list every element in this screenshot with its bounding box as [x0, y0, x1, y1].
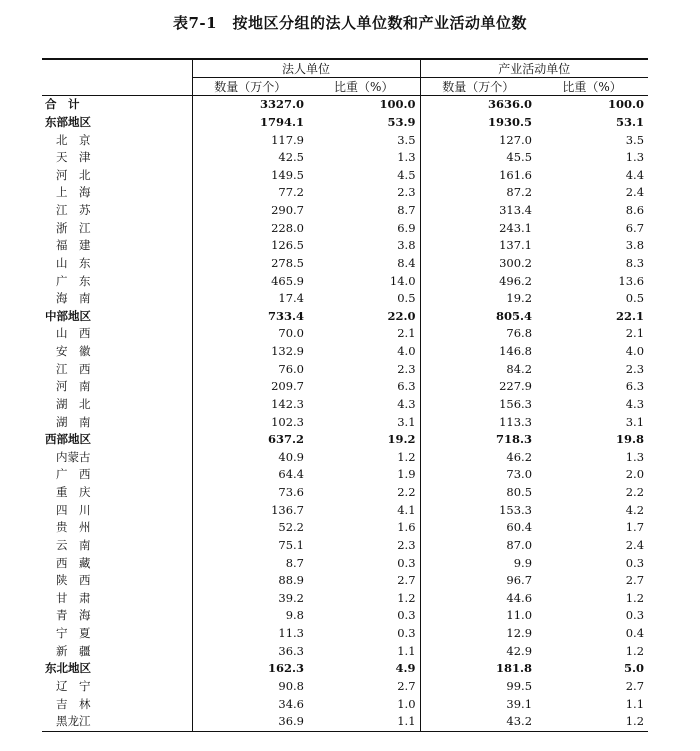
row-label: 宁 夏: [56, 626, 91, 641]
table-row: [42, 625, 648, 643]
legal-ratio-cell: 2.7: [397, 678, 416, 693]
industrial-count-cell: 45.5: [420, 149, 536, 167]
industrial-count-cell: 243.1: [420, 219, 536, 237]
industrial-count-cell: 161.6: [420, 167, 536, 185]
header-blank: [42, 59, 192, 78]
row-label: 天 津: [56, 150, 91, 165]
row-label: 广 西: [56, 467, 91, 482]
legal-ratio-cell: 4.9: [395, 661, 416, 676]
row-label: 东北地区: [45, 661, 91, 676]
legal-ratio-cell: 1.0: [397, 696, 416, 711]
row-label: 重 庆: [56, 485, 91, 500]
table-row: [42, 572, 648, 590]
table-row: [42, 219, 648, 237]
industrial-count-cell: 12.9: [420, 625, 536, 643]
table-row: [42, 149, 648, 167]
legal-count-cell: 9.8: [192, 607, 308, 625]
row-label: 青 海: [56, 608, 91, 623]
table-row: [42, 466, 648, 484]
table-row: [42, 660, 648, 678]
industrial-ratio-cell: 4.3: [625, 396, 645, 411]
industrial-ratio-cell: 19.8: [616, 432, 645, 447]
legal-ratio-cell: 6.9: [397, 220, 416, 235]
legal-ratio-cell: 0.3: [397, 555, 416, 570]
industrial-ratio-cell: 5.0: [624, 661, 645, 676]
table-row: [42, 167, 648, 185]
industrial-ratio-cell: 22.1: [616, 308, 645, 323]
industrial-count-cell: 99.5: [420, 678, 536, 696]
industrial-ratio-cell: 1.3: [625, 449, 645, 464]
industrial-ratio-cell: 4.4: [625, 167, 645, 182]
industrial-ratio-cell: 0.5: [625, 291, 645, 306]
industrial-count-cell: 805.4: [420, 308, 536, 326]
legal-ratio-cell: 1.6: [397, 520, 416, 535]
legal-ratio-cell: 6.3: [397, 379, 416, 394]
header-blank-sub: [42, 78, 192, 96]
industrial-count-cell: 153.3: [420, 501, 536, 519]
legal-ratio-cell: 4.0: [397, 344, 416, 359]
legal-count-cell: 75.1: [192, 537, 308, 555]
legal-count-cell: 132.9: [192, 343, 308, 361]
industrial-ratio-cell: 0.3: [625, 608, 645, 623]
table-row: [42, 308, 648, 326]
legal-ratio-cell: 8.7: [397, 203, 416, 218]
legal-ratio-cell: 53.9: [387, 114, 416, 129]
industrial-count-cell: 11.0: [420, 607, 536, 625]
legal-count-cell: 73.6: [192, 484, 308, 502]
legal-count-cell: 209.7: [192, 378, 308, 396]
legal-ratio-cell: 4.3: [397, 396, 416, 411]
industrial-count-cell: 42.9: [420, 642, 536, 660]
legal-ratio-cell: 4.5: [397, 167, 416, 182]
row-label: 安 徽: [56, 344, 91, 359]
row-label: 河 北: [56, 167, 91, 182]
legal-count-cell: 40.9: [192, 449, 308, 467]
legal-count-cell: 90.8: [192, 678, 308, 696]
table-row: [42, 537, 648, 555]
row-label: 北 京: [56, 132, 91, 147]
legal-ratio-cell: 4.1: [397, 502, 416, 517]
table-row: [42, 237, 648, 255]
legal-count-cell: 228.0: [192, 219, 308, 237]
legal-count-cell: 142.3: [192, 396, 308, 414]
table-row: [42, 431, 648, 449]
legal-ratio-cell: 22.0: [387, 308, 416, 323]
industrial-ratio-cell: 2.3: [625, 361, 645, 376]
legal-ratio-cell: 1.3: [397, 150, 416, 165]
industrial-ratio-cell: 1.3: [625, 150, 645, 165]
industrial-ratio-cell: 1.2: [625, 643, 645, 658]
legal-count-cell: 117.9: [192, 131, 308, 149]
legal-ratio-cell: 3.1: [397, 414, 416, 429]
row-label: 河 南: [56, 379, 91, 394]
industrial-count-cell: 113.3: [420, 413, 536, 431]
legal-count-cell: 70.0: [192, 325, 308, 343]
row-label: 湖 南: [56, 414, 91, 429]
industrial-count-cell: 227.9: [420, 378, 536, 396]
industrial-ratio-cell: 2.7: [625, 573, 645, 588]
table-row: [42, 519, 648, 537]
header-industrial-count: 数量（万个）: [420, 78, 536, 96]
industrial-count-cell: 87.2: [420, 184, 536, 202]
legal-count-cell: 162.3: [192, 660, 308, 678]
row-label: 中部地区: [45, 308, 91, 323]
legal-count-cell: 17.4: [192, 290, 308, 308]
industrial-ratio-cell: 53.1: [616, 114, 645, 129]
table-row: [42, 290, 648, 308]
row-label: 四 川: [56, 502, 91, 517]
industrial-count-cell: 127.0: [420, 131, 536, 149]
row-label: 江 西: [56, 361, 91, 376]
industrial-ratio-cell: 0.4: [625, 626, 645, 641]
table-row: [42, 96, 648, 114]
industrial-count-cell: 87.0: [420, 537, 536, 555]
row-label: 新 疆: [56, 643, 91, 658]
legal-count-cell: 76.0: [192, 360, 308, 378]
header-industrial-ratio: 比重（%）: [536, 78, 648, 96]
legal-ratio-cell: 14.0: [389, 273, 416, 288]
industrial-ratio-cell: 2.2: [625, 485, 645, 500]
legal-ratio-cell: 100.0: [379, 97, 416, 112]
industrial-count-cell: 84.2: [420, 360, 536, 378]
legal-count-cell: 88.9: [192, 572, 308, 590]
header-legal-units: 法人单位: [192, 59, 420, 78]
legal-ratio-cell: 2.3: [397, 537, 416, 552]
header-row-columns: [42, 78, 648, 96]
row-label: 吉 林: [56, 696, 91, 711]
industrial-ratio-cell: 8.3: [625, 255, 645, 270]
row-label: 山 西: [56, 326, 91, 341]
table-row: [42, 713, 648, 731]
industrial-count-cell: 181.8: [420, 660, 536, 678]
legal-count-cell: 36.9: [192, 713, 308, 731]
legal-count-cell: 278.5: [192, 255, 308, 273]
region-unit-table: [42, 58, 648, 732]
table-row: [42, 554, 648, 572]
row-label: 广 东: [56, 273, 91, 288]
legal-ratio-cell: 3.8: [397, 238, 416, 253]
industrial-count-cell: 1930.5: [420, 114, 536, 132]
row-label: 海 南: [56, 291, 91, 306]
industrial-ratio-cell: 1.2: [536, 713, 648, 731]
header-legal-ratio: 比重（%）: [308, 78, 420, 96]
table-row: [42, 607, 648, 625]
header-legal-count: 数量（万个）: [192, 78, 308, 96]
industrial-ratio-cell: 2.4: [625, 185, 645, 200]
industrial-count-cell: 300.2: [420, 255, 536, 273]
industrial-ratio-cell: 2.4: [625, 537, 645, 552]
table-row: [42, 378, 648, 396]
table-body: [42, 96, 648, 732]
legal-count-cell: 126.5: [192, 237, 308, 255]
industrial-ratio-cell: 1.7: [625, 520, 645, 535]
industrial-ratio-cell: 4.0: [625, 344, 645, 359]
legal-ratio-cell: 2.3: [397, 361, 416, 376]
legal-count-cell: 1794.1: [192, 114, 308, 132]
legal-count-cell: 64.4: [192, 466, 308, 484]
industrial-count-cell: 146.8: [420, 343, 536, 361]
legal-ratio-cell: 2.2: [397, 485, 416, 500]
legal-ratio-cell: 2.3: [397, 185, 416, 200]
table-row: [42, 343, 648, 361]
industrial-count-cell: 39.1: [420, 695, 536, 713]
table-row: [42, 184, 648, 202]
legal-ratio-cell: 3.5: [397, 132, 416, 147]
industrial-count-cell: 3636.0: [420, 96, 536, 114]
legal-count-cell: 42.5: [192, 149, 308, 167]
table-row: [42, 413, 648, 431]
table-row: [42, 449, 648, 467]
legal-count-cell: 637.2: [192, 431, 308, 449]
table-row: [42, 642, 648, 660]
header-industrial-units: 产业活动单位: [420, 59, 648, 78]
legal-ratio-cell: 0.3: [397, 608, 416, 623]
industrial-ratio-cell: 4.2: [625, 502, 645, 517]
industrial-count-cell: 43.2: [420, 713, 536, 731]
industrial-count-cell: 60.4: [420, 519, 536, 537]
industrial-count-cell: 76.8: [420, 325, 536, 343]
row-label: 云 南: [56, 537, 91, 552]
row-label: 黑龙江: [42, 713, 192, 731]
industrial-ratio-cell: 3.5: [625, 132, 645, 147]
industrial-ratio-cell: 6.3: [625, 379, 645, 394]
legal-count-cell: 290.7: [192, 202, 308, 220]
industrial-ratio-cell: 8.6: [625, 203, 645, 218]
row-label: 合 计: [45, 97, 80, 112]
legal-count-cell: 77.2: [192, 184, 308, 202]
industrial-count-cell: 44.6: [420, 590, 536, 608]
legal-ratio-cell: 2.1: [397, 326, 416, 341]
industrial-ratio-cell: 3.1: [625, 414, 645, 429]
legal-ratio-cell: 0.5: [397, 291, 416, 306]
table-row: [42, 501, 648, 519]
row-label: 甘 肃: [56, 590, 91, 605]
industrial-ratio-cell: 1.2: [625, 590, 645, 605]
legal-ratio-cell: 0.3: [397, 626, 416, 641]
row-label: 西 藏: [56, 555, 91, 570]
legal-count-cell: 733.4: [192, 308, 308, 326]
table-row: [42, 360, 648, 378]
industrial-count-cell: 137.1: [420, 237, 536, 255]
industrial-count-cell: 156.3: [420, 396, 536, 414]
row-label: 江 苏: [56, 203, 91, 218]
legal-count-cell: 52.2: [192, 519, 308, 537]
legal-count-cell: 136.7: [192, 501, 308, 519]
table-row: [42, 202, 648, 220]
row-label: 陕 西: [56, 573, 91, 588]
row-label: 内蒙古: [56, 449, 91, 464]
industrial-count-cell: 46.2: [420, 449, 536, 467]
table-row: [42, 484, 648, 502]
legal-count-cell: 102.3: [192, 413, 308, 431]
legal-ratio-cell: 1.2: [397, 590, 416, 605]
legal-count-cell: 8.7: [192, 554, 308, 572]
table-row: [42, 272, 648, 290]
industrial-ratio-cell: 13.6: [618, 273, 645, 288]
industrial-count-cell: 19.2: [420, 290, 536, 308]
legal-ratio-cell: 8.4: [397, 255, 416, 270]
row-label: 辽 宁: [56, 678, 91, 693]
row-label: 上 海: [56, 185, 91, 200]
industrial-ratio-cell: 2.0: [625, 467, 645, 482]
table-row: [42, 396, 648, 414]
row-label: 西部地区: [45, 432, 91, 447]
industrial-ratio-cell: 1.1: [625, 696, 645, 711]
industrial-ratio-cell: 0.3: [625, 555, 645, 570]
legal-ratio-cell: 1.1: [308, 713, 420, 731]
legal-count-cell: 465.9: [192, 272, 308, 290]
row-label: 山 东: [56, 255, 91, 270]
table-row: [42, 325, 648, 343]
row-label: 东部地区: [45, 114, 91, 129]
row-label: 贵 州: [56, 520, 91, 535]
industrial-count-cell: 9.9: [420, 554, 536, 572]
table-row: [42, 678, 648, 696]
legal-ratio-cell: 1.9: [397, 467, 416, 482]
industrial-count-cell: 80.5: [420, 484, 536, 502]
table-row: [42, 695, 648, 713]
legal-count-cell: 11.3: [192, 625, 308, 643]
industrial-ratio-cell: 2.7: [625, 678, 645, 693]
table-row: [42, 131, 648, 149]
row-label: 湖 北: [56, 396, 91, 411]
table-row: [42, 590, 648, 608]
legal-count-cell: 36.3: [192, 642, 308, 660]
industrial-ratio-cell: 100.0: [608, 97, 645, 112]
legal-ratio-cell: 1.2: [397, 449, 416, 464]
table-row: [42, 255, 648, 273]
header-row-groups: [42, 59, 648, 78]
legal-ratio-cell: 1.1: [397, 643, 416, 658]
industrial-count-cell: 718.3: [420, 431, 536, 449]
industrial-count-cell: 73.0: [420, 466, 536, 484]
industrial-ratio-cell: 6.7: [625, 220, 645, 235]
legal-count-cell: 3327.0: [192, 96, 308, 114]
table-title: 表7-1 按地区分组的法人单位数和产业活动单位数: [172, 14, 528, 32]
industrial-count-cell: 496.2: [420, 272, 536, 290]
industrial-ratio-cell: 3.8: [625, 238, 645, 253]
table-row: [42, 114, 648, 132]
row-label: 浙 江: [56, 220, 91, 235]
legal-count-cell: 34.6: [192, 695, 308, 713]
row-label: 福 建: [56, 238, 91, 253]
legal-count-cell: 39.2: [192, 590, 308, 608]
legal-ratio-cell: 19.2: [387, 432, 416, 447]
legal-count-cell: 149.5: [192, 167, 308, 185]
industrial-count-cell: 313.4: [420, 202, 536, 220]
industrial-count-cell: 96.7: [420, 572, 536, 590]
industrial-ratio-cell: 2.1: [625, 326, 645, 341]
legal-ratio-cell: 2.7: [397, 573, 416, 588]
